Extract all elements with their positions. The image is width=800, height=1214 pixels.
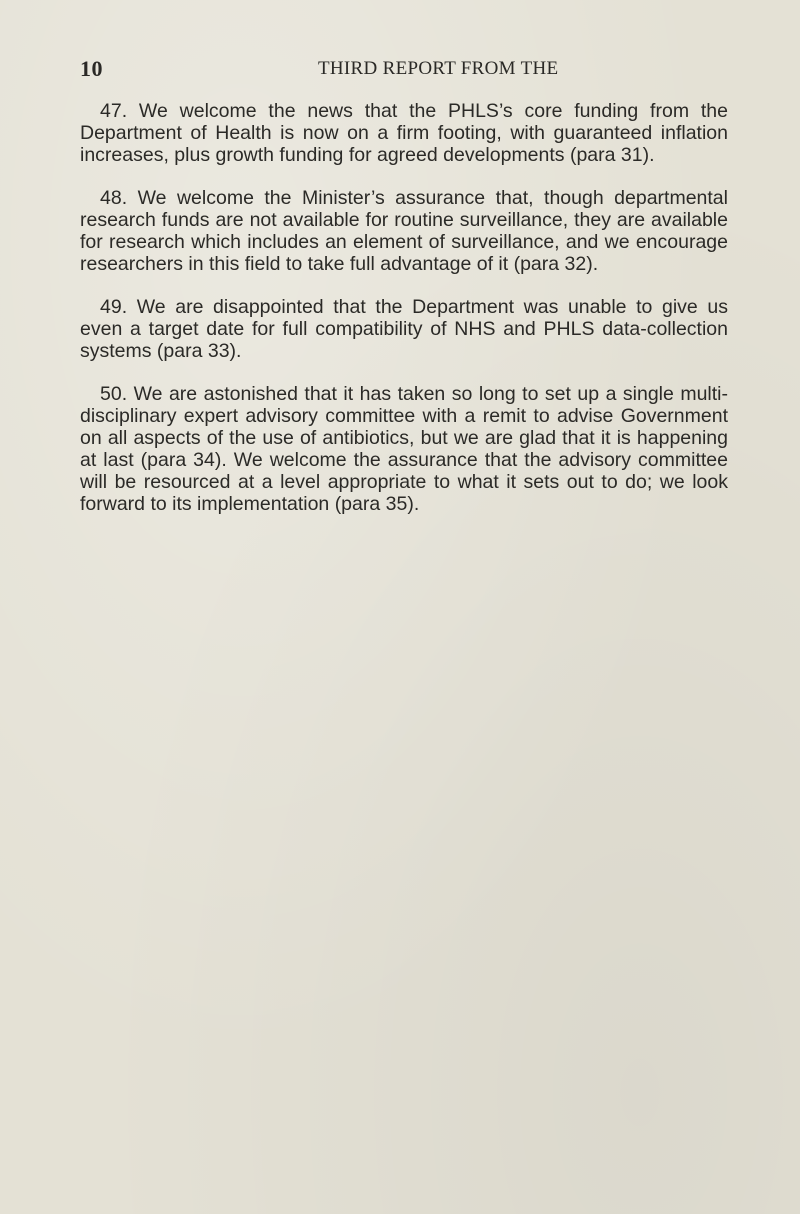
page-number: 10 (80, 56, 103, 81)
running-head: THIRD REPORT FROM THE (318, 58, 559, 79)
body-text (80, 100, 728, 536)
page-header (80, 56, 730, 86)
paragraph-50: 50. We are astonished that it has taken so long to set up a single multi-disciplinary expert advisory committee with a remit to advise Government on all aspects of the use of antibiotics, but we are glad that it is happening at last (para 34). We welcome the assurance that the advisory committee will be resourced at a level appropriate to what it sets out to do; we look forward to its implementation (para 35). (80, 383, 728, 515)
paragraph-48: 48. We welcome the Minister’s assurance that, though departmental research funds are not available for routine surveillance, they are available for research which includes an element of surveillance, and we encourage researchers in this field to take full advantage of it (para 32). (80, 187, 728, 275)
paragraph-49: 49. We are disappointed that the Department was unable to give us even a target date for full compatibility of NHS and PHLS data-collection systems (para 33). (80, 296, 728, 362)
paragraph-47: 47. We welcome the news that the PHLS’s core funding from the Department of Health is now on a firm footing, with guaranteed inflation increases, plus growth funding for agreed developments (para 31). (80, 100, 728, 166)
